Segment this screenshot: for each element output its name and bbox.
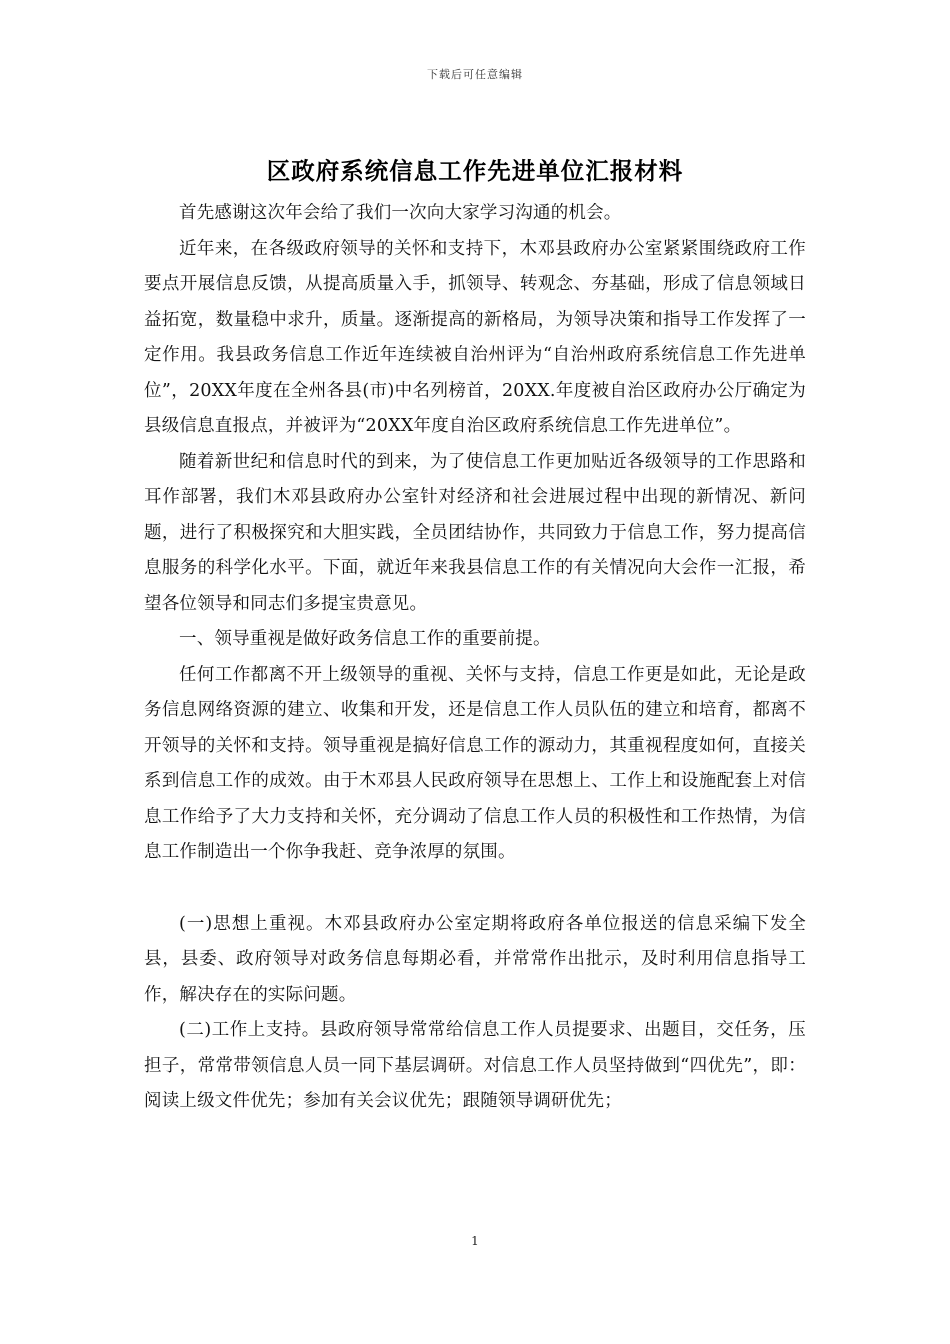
- paragraph-new-era: 随着新世纪和信息时代的到来，为了使信息工作更加贴近各级领导的工作思路和耳作部署，我们木邓县政府办公室针对经济和社会进展过程中出现的新情况、新问题，进行了积极探究和大胆实践，全员团结协作，共同致力于信息工作，努力提高信息服务的科学化水平。下面，就近年来我县信息工作的有关情况向大会作一汇报，希望各位领导和同志们多提宝贵意见。: [144, 451, 806, 614]
- paragraph-work-support: (二)工作上支持。县政府领导常常给信息工作人员提要求、出题目，交任务，压担子，常常带领信息人员一同下基层调研。对信息工作人员坚持做到“四优先”，即：阅读上级文件优先；参加有关会议优先；跟随领导调研优先；: [144, 1020, 806, 1111]
- header-note: 下载后可任意编辑: [427, 68, 523, 81]
- paragraph-leadership: 任何工作都离不开上级领导的重视、关怀与支持，信息工作更是如此，无论是政务信息网络资源的建立、收集和开发，还是信息工作人员队伍的建立和培育，都离不开领导的关怀和支持。领导重视是搞好信息工作的源动力，其重视程度如何，直接关系到信息工作的成效。由于木邓县人民政府领导在思想上、工作上和设施配套上对信息工作给予了大力支持和关怀，充分调动了信息工作人员的积极性和工作热情，为信息工作制造出一个你争我赶、竞争浓厚的氛围。: [144, 664, 806, 862]
- document-body: [144, 196, 806, 1120]
- document-title: 区政府系统信息工作先进单位汇报材料: [266, 157, 684, 185]
- section-heading-1: 一、领导重视是做好政务信息工作的重要前提。: [179, 629, 551, 649]
- paragraph-achievements: 近年来，在各级政府领导的关怀和支持下，木邓县政府办公室紧紧围绕政府工作要点开展信息反馈，从提高质量入手，抓领导、转观念、夯基础，形成了信息领域日益拓宽，数量稳中求升，质量。逐渐提高的新格局，为领导决策和指导工作发挥了一定作用。我县政务信息工作近年连续被自治州评为“自治州政府系统信息工作先进单位”，20XX年度在全州各县(市)中名列榜首，20XX.年度被自治区政府办公厅确定为县级信息直报点，并被评为“20XX年度自治区政府系统信息工作先进单位”。: [144, 238, 806, 436]
- paragraph-ideology: (一)思想上重视。木邓县政府办公室定期将政府各单位报送的信息采编下发全县，县委、政府领导对政务信息每期必看，并常常作出批示，及时利用信息指导工作，解决存在的实际问题。: [144, 913, 806, 1005]
- page-number: 1: [471, 1234, 479, 1248]
- paragraph-intro: 首先感谢这次年会给了我们一次向大家学习沟通的机会。: [179, 203, 622, 223]
